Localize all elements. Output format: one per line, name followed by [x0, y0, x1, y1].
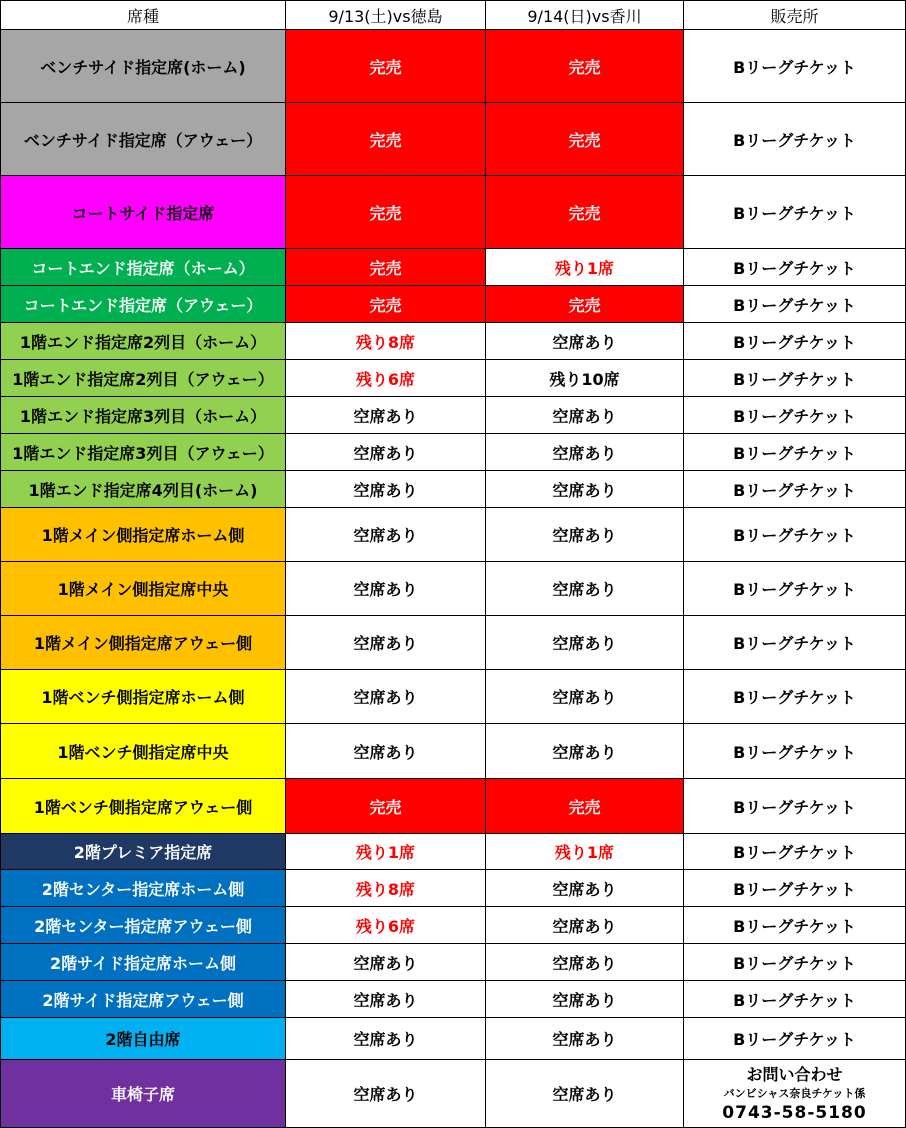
header-vendor: 販売所 — [684, 1, 906, 30]
table-row — [1, 981, 906, 1018]
seat-name: 2階サイド指定席アウェー側 — [1, 981, 286, 1018]
status-cell-day2: 空席あり — [486, 944, 684, 981]
header-date-2: 9/14(日)vs香川 — [486, 1, 684, 30]
seat-name: 2階センター指定席ホーム側 — [1, 870, 286, 907]
vendor-cell: Bリーグチケット — [684, 176, 906, 249]
vendor-cell: Bリーグチケット — [684, 360, 906, 397]
status-cell-day2: 完売 — [486, 176, 684, 249]
seat-name: 2階プレミア指定席 — [1, 834, 286, 870]
vendor-cell: Bリーグチケット — [684, 103, 906, 176]
table-row — [1, 508, 906, 562]
status-cell-day1: 残り6席 — [286, 360, 486, 397]
status-cell-day2: 空席あり — [486, 1018, 684, 1060]
status-cell-day2: 完売 — [486, 779, 684, 834]
status-cell-day1: 完売 — [286, 103, 486, 176]
seat-name: 1階エンド指定席2列目（アウェー） — [1, 360, 286, 397]
vendor-cell: Bリーグチケット — [684, 779, 906, 834]
table-row — [1, 944, 906, 981]
header-seat-type: 席種 — [1, 1, 286, 30]
contact-title: お問い合わせ — [746, 1064, 843, 1084]
vendor-cell: Bリーグチケット — [684, 981, 906, 1018]
seat-name: コートサイド指定席 — [1, 176, 286, 249]
seat-name: コートエンド指定席（ホーム） — [1, 249, 286, 286]
seat-name: 1階エンド指定席4列目(ホーム) — [1, 471, 286, 508]
vendor-cell: Bリーグチケット — [684, 434, 906, 471]
status-cell-day1: 空席あり — [286, 471, 486, 508]
table-row — [1, 471, 906, 508]
status-cell-day1: 空席あり — [286, 508, 486, 562]
table-row — [1, 562, 906, 616]
status-cell-day2: 空席あり — [486, 1060, 684, 1128]
table-row — [1, 397, 906, 434]
vendor-cell: Bリーグチケット — [684, 944, 906, 981]
seat-name: 1階ベンチ側指定席アウェー側 — [1, 779, 286, 834]
seat-name: 1階ベンチ側指定席中央 — [1, 724, 286, 779]
contact-phone: 0743-58-5180 — [722, 1102, 867, 1123]
status-cell-day1: 空席あり — [286, 944, 486, 981]
status-cell-day2: 空席あり — [486, 870, 684, 907]
table-row — [1, 670, 906, 724]
seat-name: 1階メイン側指定席ホーム側 — [1, 508, 286, 562]
status-cell-day2: 空席あり — [486, 670, 684, 724]
seat-name: 2階センター指定席アウェー側 — [1, 907, 286, 944]
seat-name: 1階ベンチ側指定席ホーム側 — [1, 670, 286, 724]
vendor-cell: Bリーグチケット — [684, 249, 906, 286]
table-row — [1, 103, 906, 176]
vendor-cell: Bリーグチケット — [684, 286, 906, 323]
table-row — [1, 616, 906, 670]
table-row — [1, 30, 906, 103]
status-cell-day1: 空席あり — [286, 1060, 486, 1128]
seat-name: 1階エンド指定席2列目（ホーム） — [1, 323, 286, 360]
status-cell-day1: 残り8席 — [286, 323, 486, 360]
vendor-cell: Bリーグチケット — [684, 323, 906, 360]
seat-name: 1階メイン側指定席中央 — [1, 562, 286, 616]
vendor-cell: Bリーグチケット — [684, 471, 906, 508]
seat-name: 2階サイド指定席ホーム側 — [1, 944, 286, 981]
table-row — [1, 870, 906, 907]
status-cell-day2: 空席あり — [486, 397, 684, 434]
status-cell-day1: 空席あり — [286, 562, 486, 616]
table-row — [1, 434, 906, 471]
status-cell-day2: 空席あり — [486, 981, 684, 1018]
status-cell-day2: 残り10席 — [486, 360, 684, 397]
status-cell-day1: 完売 — [286, 779, 486, 834]
status-cell-day1: 空席あり — [286, 434, 486, 471]
table-row-wheelchair — [1, 1060, 906, 1128]
vendor-cell: Bリーグチケット — [684, 508, 906, 562]
vendor-cell: Bリーグチケット — [684, 834, 906, 870]
status-cell-day2: 空席あり — [486, 323, 684, 360]
seat-name: ベンチサイド指定席(ホーム) — [1, 30, 286, 103]
table-row — [1, 1018, 906, 1060]
status-cell-day2: 空席あり — [486, 562, 684, 616]
table-row — [1, 360, 906, 397]
status-cell-day1: 空席あり — [286, 397, 486, 434]
status-cell-day2: 残り1席 — [486, 834, 684, 870]
seat-name: 1階メイン側指定席アウェー側 — [1, 616, 286, 670]
vendor-cell: Bリーグチケット — [684, 907, 906, 944]
status-cell-day2: 残り1席 — [486, 249, 684, 286]
seat-name: ベンチサイド指定席（アウェー） — [1, 103, 286, 176]
status-cell-day1: 完売 — [286, 249, 486, 286]
table-row — [1, 724, 906, 779]
status-cell-day1: 完売 — [286, 30, 486, 103]
status-cell-day1: 空席あり — [286, 670, 486, 724]
table-row — [1, 323, 906, 360]
table-row — [1, 286, 906, 323]
status-cell-day2: 完売 — [486, 30, 684, 103]
contact-cell — [684, 1060, 906, 1128]
status-cell-day1: 空席あり — [286, 616, 486, 670]
status-cell-day2: 完売 — [486, 286, 684, 323]
vendor-cell: Bリーグチケット — [684, 670, 906, 724]
seat-name: コートエンド指定席（アウェー） — [1, 286, 286, 323]
header-date-1: 9/13(土)vs徳島 — [286, 1, 486, 30]
table-row — [1, 249, 906, 286]
contact-office: バンビシャス奈良チケット係 — [723, 1086, 866, 1100]
status-cell-day2: 完売 — [486, 103, 684, 176]
seat-name: 1階エンド指定席3列目（ホーム） — [1, 397, 286, 434]
vendor-cell: Bリーグチケット — [684, 562, 906, 616]
vendor-cell: Bリーグチケット — [684, 30, 906, 103]
vendor-cell: Bリーグチケット — [684, 616, 906, 670]
status-cell-day2: 空席あり — [486, 724, 684, 779]
status-cell-day1: 空席あり — [286, 981, 486, 1018]
vendor-cell: Bリーグチケット — [684, 870, 906, 907]
status-cell-day2: 空席あり — [486, 434, 684, 471]
seat-name: 2階自由席 — [1, 1018, 286, 1060]
table-row — [1, 779, 906, 834]
table-row — [1, 834, 906, 870]
status-cell-day1: 空席あり — [286, 1018, 486, 1060]
status-cell-day2: 空席あり — [486, 616, 684, 670]
status-cell-day1: 完売 — [286, 286, 486, 323]
status-cell-day2: 空席あり — [486, 907, 684, 944]
status-cell-day2: 空席あり — [486, 508, 684, 562]
vendor-cell: Bリーグチケット — [684, 397, 906, 434]
status-cell-day1: 残り6席 — [286, 907, 486, 944]
status-cell-day1: 空席あり — [286, 724, 486, 779]
status-cell-day2: 空席あり — [486, 471, 684, 508]
status-cell-day1: 残り1席 — [286, 834, 486, 870]
table-row — [1, 176, 906, 249]
vendor-cell: Bリーグチケット — [684, 724, 906, 779]
table-row — [1, 907, 906, 944]
seat-name: 1階エンド指定席3列目（アウェー） — [1, 434, 286, 471]
vendor-cell: Bリーグチケット — [684, 1018, 906, 1060]
status-cell-day1: 残り8席 — [286, 870, 486, 907]
header-row — [1, 1, 906, 30]
status-cell-day1: 完売 — [286, 176, 486, 249]
seat-name: 車椅子席 — [1, 1060, 286, 1128]
